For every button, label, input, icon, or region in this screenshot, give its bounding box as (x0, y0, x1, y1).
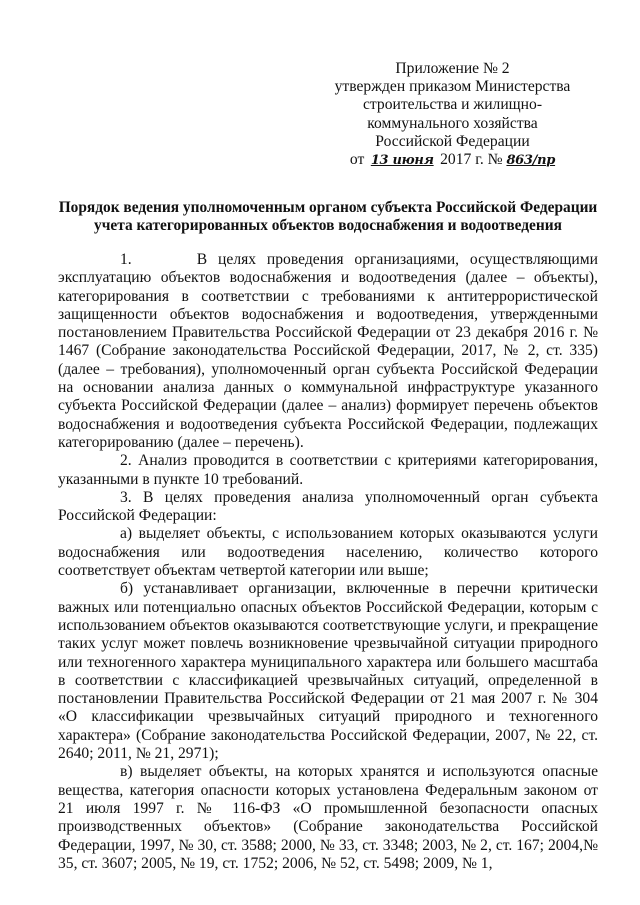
paragraph-2: 2. Анализ проводится в соответствии с критериями категорирования, указанными в пункте 10 требований. (58, 452, 598, 488)
date-suffix: 2017 г. № (440, 151, 503, 169)
appendix-country-line: Российской Федерации (375, 132, 530, 150)
appendix-date-line (330, 151, 575, 170)
document-title (58, 199, 598, 236)
paragraph-3: 3. В целях проведения анализа уполномоченный орган субъекта Российской Федерации: (58, 488, 598, 525)
handwritten-order-number: 863/пр (506, 153, 556, 169)
appendix-ministry-line-1: строительства и жилищно- (362, 96, 543, 114)
subparagraph-a: а) выделяет объекты, с использованием которых оказываются услуги водоснабжения или водоотведения населению, количество которого соответствует объектам четвертой категории или выше; (58, 525, 598, 580)
appendix-ministry-line-2: коммунального хозяйства (367, 114, 538, 132)
document-body (58, 251, 598, 873)
subparagraph-v: в) выделяет объекты, на которых хранятся и используются опасные вещества, категория опасности которых установлена Федеральным законом от 21 июля 1997 г. № 116-ФЗ «О промышленной безопасности опасных производственных объектов» (Собрание законодательства Российской Федерации, 1997, № 30, ст. 3588; 2000, № 33, ст. 3348; 2003, № 2, ст. 167; 2004,№ 35, ст. 3607; 2005, № 19, ст. 1752; 2006, № 52, ст. 5498; 2009, № 1, (58, 763, 598, 872)
paragraph-1: 1. В целях проведения организациями, осуществляющими эксплуатацию объектов водоснабжения и водоотведения (далее – объекты), категорирования в соответствии с требованиями к антитеррористической защищенности объектов водоснабжения и водоотведения, утвержденными постановлением Правительства Российской Федерации от 23 декабря 2016 г. № 1467 (Собрание законодательства Российской Федерации, 2017, № 2, ст. 335) (далее – требования), уполномоченный орган субъекта Российской Федерации на основании анализа данных о коммунальной инфраструктуре указанного субъекта Российской Федерации (далее – анализ) формирует перечень объектов водоснабжения и водоотведения субъекта Российской Федерации, подлежащих категорированию (далее – перечень). (58, 251, 598, 451)
appendix-header (330, 60, 575, 170)
appendix-approved-line: утвержден приказом Министерства (334, 78, 571, 96)
title-line-1: Порядок ведения уполномоченным органом субъекта Российской Федерации (58, 199, 598, 216)
subparagraph-b: б) устанавливает организации, включенные в перечни критически важных или потенциально опасных объектов Российской Федерации, которым с использованием объектов оказываются соответствующие услуги, и прекращение таких услуг может повлечь возникновение чрезвычайной ситуации природного или техногенного характера муниципального характера или большего масштаба в соответствии с классификацией чрезвычайных ситуаций, определенной в постановлении Правительства Российской Федерации от 21 мая 2007 г. № 304 «О классификации чрезвычайных ситуаций природного и техногенного характера» (Собрание законодательства Российской Федерации, 2007, № 22, ст. 2640; 2011, № 21, 2971); (58, 580, 598, 763)
date-prefix: от (349, 151, 365, 169)
appendix-number: Приложение № 2 (395, 60, 510, 77)
title-line-2: учета категорированных объектов водоснабжения и водоотведения (94, 217, 562, 235)
handwritten-date: 13 июня (370, 153, 434, 169)
